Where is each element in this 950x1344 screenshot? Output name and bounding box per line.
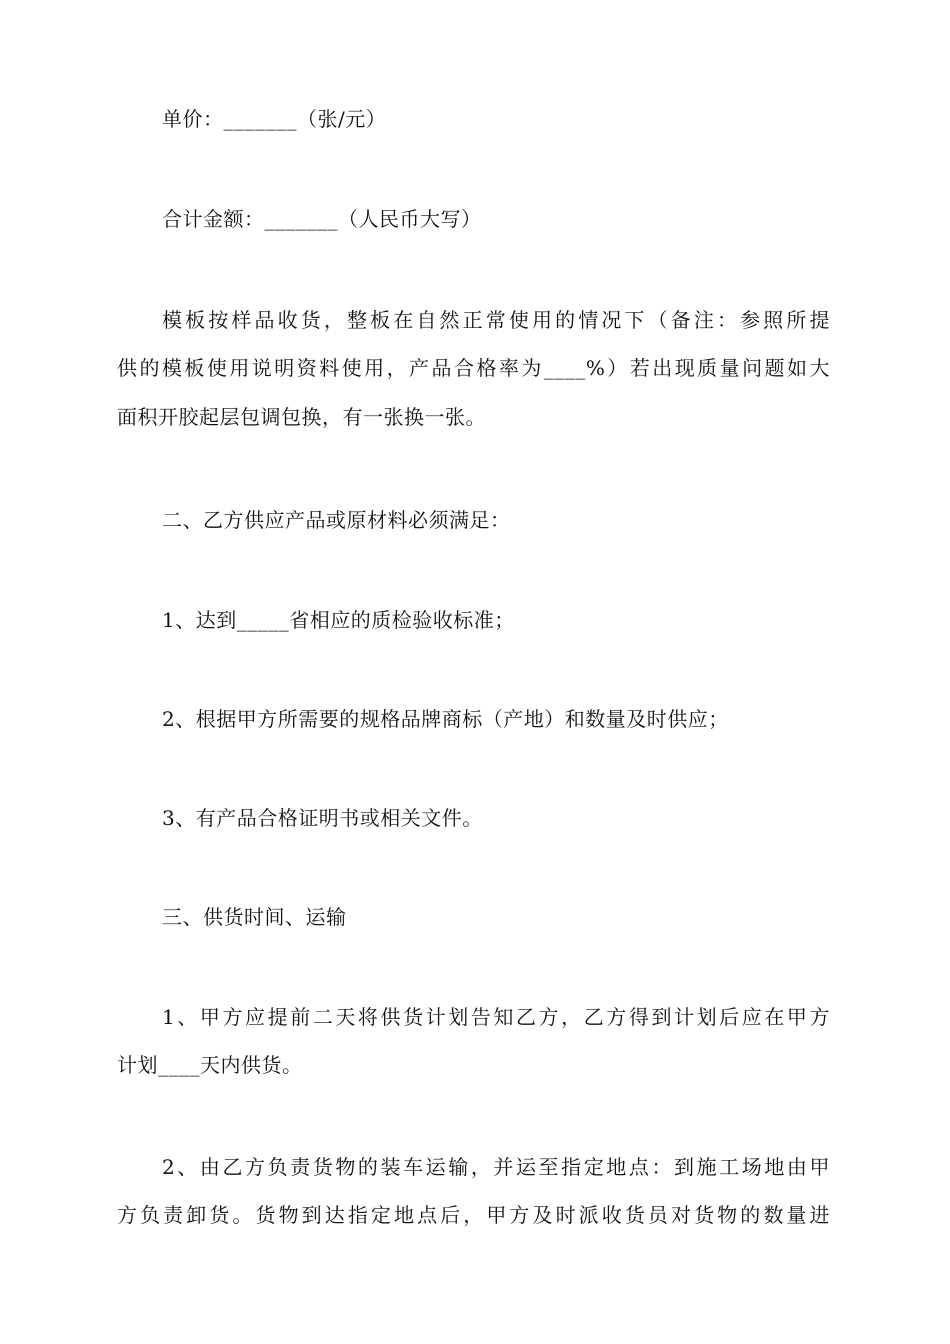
total-amount-line: 合计金额：_______（人民币大写） bbox=[162, 207, 482, 231]
section-three-item-1-line-2: 计划____天内供货。 bbox=[117, 1053, 303, 1077]
section-two-item-2: 2、根据甲方所需要的规格品牌商标（产地）和数量及时供应； bbox=[162, 707, 729, 731]
section-two-item-3: 3、有产品合格证明书或相关文件。 bbox=[162, 806, 483, 830]
section-two-item-1: 1、达到_____省相应的质检验收标准； bbox=[162, 608, 515, 632]
acceptance-paragraph-line-1: 模板按样品收货，整板在自然正常使用的情况下（备注：参照所提 bbox=[162, 308, 830, 332]
section-two-heading: 二、乙方供应产品或原材料必须满足： bbox=[162, 508, 511, 532]
acceptance-paragraph-line-3: 面积开胶起层包调包换，有一张换一张。 bbox=[117, 405, 486, 429]
unit-price-line: 单价：_______（张/元） bbox=[162, 107, 387, 131]
section-three-heading: 三、供货时间、运输 bbox=[162, 905, 347, 929]
acceptance-paragraph-line-2: 供的模板使用说明资料使用，产品合格率为____%）若出现质量问题如大 bbox=[117, 356, 830, 380]
section-three-item-2-line-1: 2、由乙方负责货物的装车运输，并运至指定地点：到施工场地由甲 bbox=[162, 1155, 830, 1179]
section-three-item-2-line-2: 方负责卸货。货物到达指定地点后，甲方及时派收货员对货物的数量进 bbox=[117, 1203, 830, 1227]
section-three-item-1-line-1: 1、甲方应提前二天将供货计划告知乙方，乙方得到计划后应在甲方 bbox=[162, 1005, 830, 1029]
